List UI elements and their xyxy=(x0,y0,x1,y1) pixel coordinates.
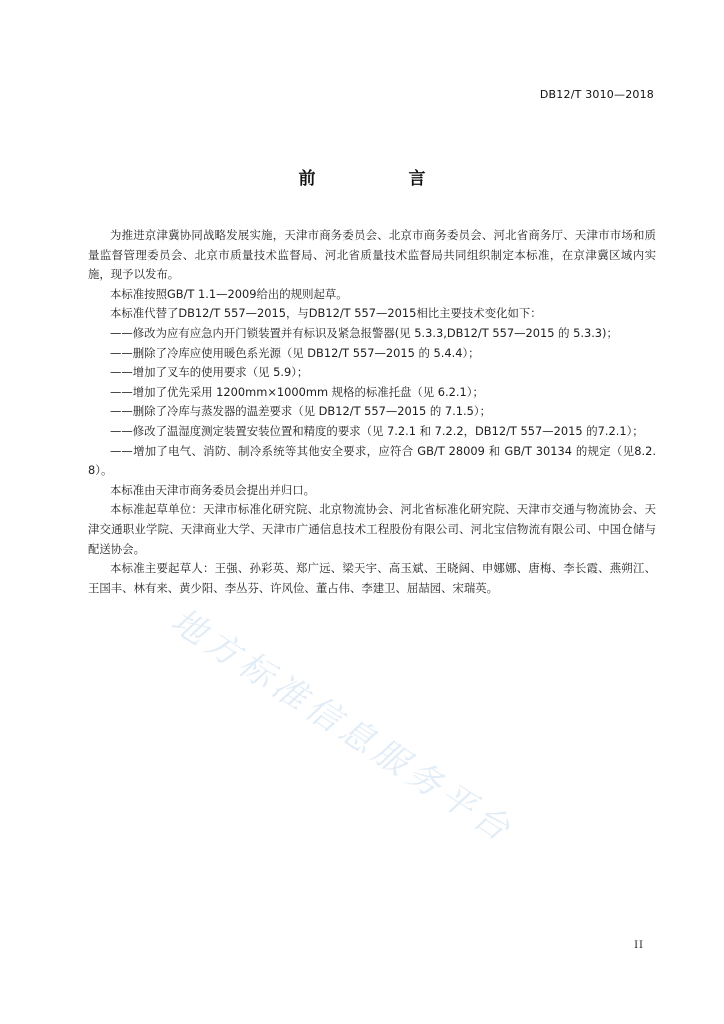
standard-code: DB12/T 3010—2018 xyxy=(539,88,654,101)
change-item: ——增加了优先采用 1200mm×1000mm 规格的标准托盘（见 6.2.1）； xyxy=(110,384,484,399)
watermark: 地方标准信息服务平台 xyxy=(163,600,522,853)
page-number: II xyxy=(634,940,644,951)
paragraph-proposer: 本标准由天津市商务委员会提出并归口。 xyxy=(110,482,316,497)
paragraph-purpose: 为推进京津冀协同战略发展实施，天津市商务委员会、北京市商务委员会、河北省商务厅、天津市市场和质量监督管理委员会、北京市质量技术监督局、河北省质量技术监督局共同组织制定本标准，在京津冀区域内实施，现予以发布。 xyxy=(88,228,656,282)
change-item: ——修改为应有应急内开门锁装置并有标识及紧急报警器(见 5.3.3,DB12/T 557—2015 的 5.3.3)； xyxy=(110,325,618,340)
paragraph-drafting-rules: 本标准按照GB/T 1.1—2009给出的规则起草。 xyxy=(110,286,348,301)
change-item: ——增加了叉车的使用要求（见 5.9）； xyxy=(110,365,309,380)
paragraph-drafters: 本标准主要起草人：王强、孙彩英、郑广远、梁天宇、高玉斌、王晓阔、申娜娜、唐梅、李长霞、燕朔江、王国丰、林有来、黄少阳、李丛芬、许风俭、董占伟、李建卫、屈喆园、宋瑞英。 xyxy=(88,561,656,595)
page-title: 前 言 xyxy=(298,169,464,189)
foreword-body xyxy=(88,226,656,598)
change-item: ——删除了冷库与蒸发器的温差要求（见 DB12/T 557—2015 的 7.1.5）； xyxy=(110,404,491,419)
change-item: ——删除了冷库应使用暖色系光源（见 DB12/T 557—2015 的 5.4.4）； xyxy=(110,345,480,360)
paragraph-drafting-units: 本标准起草单位：天津市标准化研究院、北京物流协会、河北省标准化研究院、天津市交通与物流协会、天津交通职业学院、天津商业大学、天津市广通信息技术工程股份有限公司、河北宝信物流有限公司、中国仓储与配送协会。 xyxy=(88,502,656,556)
change-item: ——增加了电气、消防、制冷系统等其他安全要求，应符合 GB/T 28009 和 GB/T 30134 的规定（见8.2.8）。 xyxy=(88,443,656,478)
paragraph-replacement: 本标准代替了DB12/T 557—2015，与DB12/T 557—2015相比主要技术变化如下： xyxy=(110,306,542,321)
change-item: ——修改了温湿度测定装置安装位置和精度的要求（见 7.2.1 和 7.2.2，DB12/T 557—2015 的7.2.1）； xyxy=(110,423,644,438)
